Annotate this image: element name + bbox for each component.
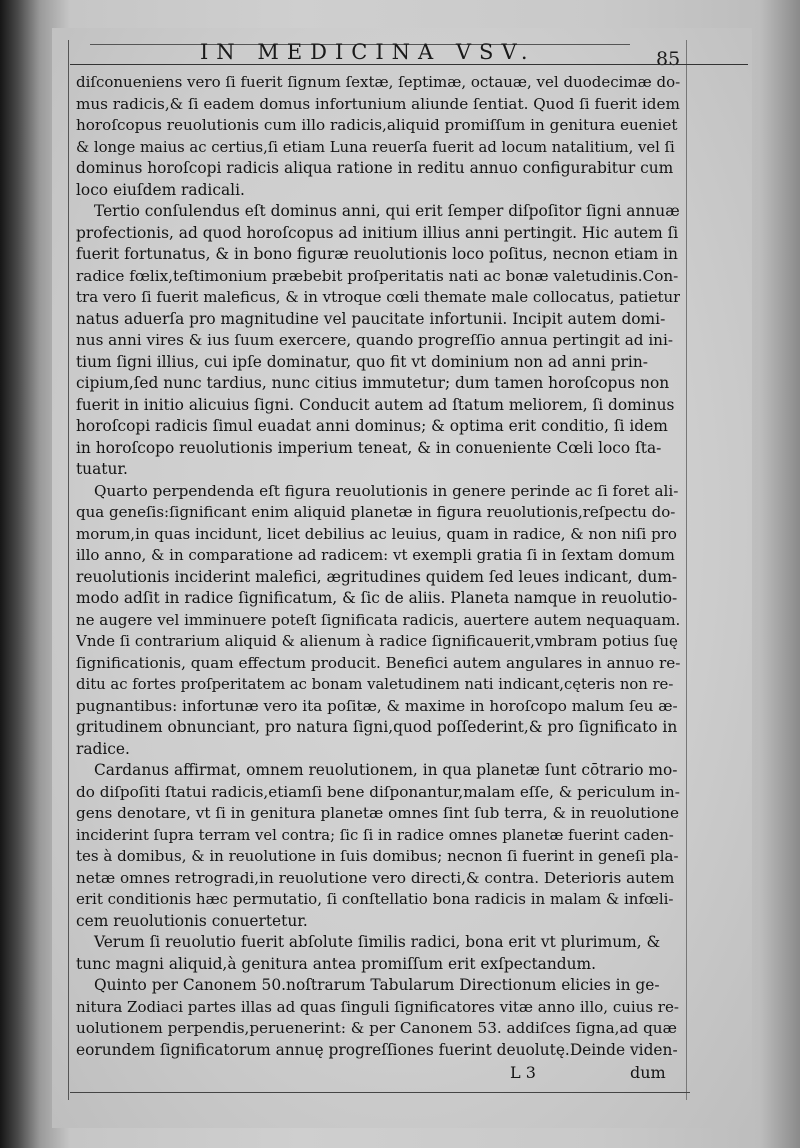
- text-line: ſignificationis, quam effectum producit. Benefici autem angulares in annuo re-: [76, 653, 680, 672]
- text-line: Verum ſi reuolutio fuerit abſolute ſimilis radici, bona erit vt plurimum, &: [94, 933, 661, 951]
- text-line: radice.: [76, 739, 130, 758]
- text-line: do diſpoſiti ſtatui radicis,etiamſi bene diſponantur,malam eſſe, & periculum in-: [76, 782, 680, 801]
- text-line: fuerit in initio alicuius ſigni. Conducit autem ad ſtatum meliorem, ſi dominus: [76, 395, 675, 414]
- text-line: Quarto perpendenda eſt figura reuolutionis in genere perinde ac ſi foret ali-: [94, 481, 679, 500]
- text-line: mus radicis,& ſi eadem domus infortunium aliunde ſentiat. Quod ſi fuerit idem: [76, 94, 680, 113]
- text-line: loco eiuſdem radicali.: [76, 180, 245, 199]
- text-line: Vnde ſi contrarium aliquid & alienum à radice ſignificauerit,vmbram potius ſuę: [76, 632, 678, 650]
- text-line: qua geneſis:ſignificant enim aliquid planetæ in figura reuolutionis,reſpectu do-: [76, 503, 676, 521]
- text-line: horoſcopi radicis ſimul euadat anni dominus; & optima erit conditio, ſi idem: [76, 417, 668, 435]
- text-line: nus anni vires & ius ſuum exercere, quando progreſſio annua pertingit ad ini-: [76, 331, 673, 349]
- left-margin-rule: [68, 40, 69, 1100]
- signature-mark: L 3: [510, 1063, 536, 1082]
- text-line: horoſcopus reuolutionis cum illo radicis,aliquid promiſſum in genitura eueniet: [76, 116, 678, 134]
- text-line: uolutionem perpendis,peruenerint: & per Canonem 53. addiſces ſigna,ad quæ: [76, 1019, 677, 1037]
- text-line: dominus horoſcopi radicis aliqua ratione in reditu annuo configurabitur cum: [76, 159, 674, 177]
- text-line: ne augere vel imminuere poteſt ſignificata radicis, auertere autem nequaquam.: [76, 610, 680, 629]
- text-line: erit conditionis hæc permutatio, ſi conſtellatio bona radicis in malam & infœli-: [76, 890, 674, 908]
- text-line: tes à domibus, & in reuolutione in ſuis domibus; necnon ſi fuerint in geneſi pla-: [76, 847, 679, 865]
- text-line: eorundem ſignificatorum annuę progreſſiones fuerint deuolutę.Deinde viden-: [76, 1040, 678, 1059]
- text-line: Tertio conſulendus eſt dominus anni, qui erit ſemper diſpoſitor ſigni annuæ: [94, 202, 680, 220]
- text-line: netæ omnes retrogradi,in reuolutione vero directi,& contra. Deterioris autem: [76, 868, 675, 887]
- footer-rule: [70, 1092, 690, 1093]
- text-line: Cardanus affirmat, omnem reuolutionem, in qua planetæ ſunt cōtrario mo-: [94, 761, 678, 779]
- text-line: tunc magni aliquid,à genitura antea promiſſum erit exſpectandum.: [76, 954, 596, 973]
- text-line: modo adſit in radice ſignificatum, & ſic de aliis. Planeta namque in reuolutio-: [76, 589, 678, 607]
- text-line: ditu ac fortes proſperitatem ac bonam valetudinem nati indicant,cęteris non re-: [76, 676, 674, 693]
- text-line: inciderint ſupra terram vel contra; ſic ſi in radice omnes planetæ fuerint caden-: [76, 826, 674, 844]
- text-line: tuatur.: [76, 460, 128, 478]
- text-line: nitura Zodiaci partes illas ad quas ſinguli ſignificatores vitæ anno illo, cuius re-: [76, 997, 679, 1016]
- text-line: in horoſcopo reuolutionis imperium teneat, & in conueniente Cœli loco ſta-: [76, 438, 662, 457]
- text-line: tium ſigni illius, cui ipſe dominatur, quo fit vt dominium non ad anni prin-: [76, 352, 648, 371]
- page-number: 85: [656, 48, 681, 70]
- text-line: radice fœlix,teſtimonium præbebit proſperitatis nati ac bonæ valetudinis.Con-: [76, 266, 679, 285]
- right-margin-rule: [686, 40, 687, 1100]
- text-line: natus aduerſa pro magnitudine vel paucitate infortunii. Incipit autem domi-: [76, 309, 666, 328]
- text-line: tra vero ſi fuerit maleficus, & in vtroque cœli themate male collocatus, patietur: [76, 288, 680, 306]
- text-line: gens denotare, vt ſi in genitura planetæ omnes ſint ſub terra, & in reuolutione: [76, 804, 679, 822]
- text-line: pugnantibus: infortunæ vero ita poſitæ, & maxime in horoſcopo malum ſeu æ-: [76, 696, 678, 715]
- text-line: fuerit fortunatus, & in bono figuræ reuolutionis loco poſitus, necnon etiam in: [76, 245, 678, 263]
- text-line: reuolutionis inciderint malefici, ægritudines quidem ſed leues indicant, dum-: [76, 567, 678, 586]
- text-line: cem reuolutionis conuertetur.: [76, 911, 308, 930]
- running-head: IN MEDICINA VSV.: [200, 40, 536, 64]
- text-line: profectionis, ad quod horoſcopus ad initium illius anni pertingit. Hic autem ſi: [76, 223, 679, 242]
- text-line: cipium,ſed nunc tardius, nunc citius immutetur; dum tamen horoſcopus non: [76, 374, 670, 392]
- text-line: illo anno, & in comparatione ad radicem: vt exempli gratia ſi in ſextam domum: [76, 546, 675, 564]
- text-line: diſconueniens vero ſi fuerit ſignum ſextæ, ſeptimæ, octauæ, vel duodecimæ do-: [76, 73, 680, 91]
- text-line: & longe maius ac certius,ſi etiam Luna reuerſa fuerit ad locum natalitium, vel ſi: [76, 138, 675, 156]
- body-text: [76, 72, 680, 1061]
- text-line: gritudinem obnunciant, pro natura ſigni,quod poſſederint,& pro ſignificato in: [76, 718, 678, 736]
- header-rule: [70, 64, 748, 65]
- catchword: dum: [630, 1063, 666, 1082]
- text-line: morum,in quas incidunt, licet debilius ac leuius, quam in radice, & non niſi pro: [76, 524, 677, 543]
- text-line: Quinto per Canonem 50.noſtrarum Tabularum Directionum elicies in ge-: [94, 976, 660, 994]
